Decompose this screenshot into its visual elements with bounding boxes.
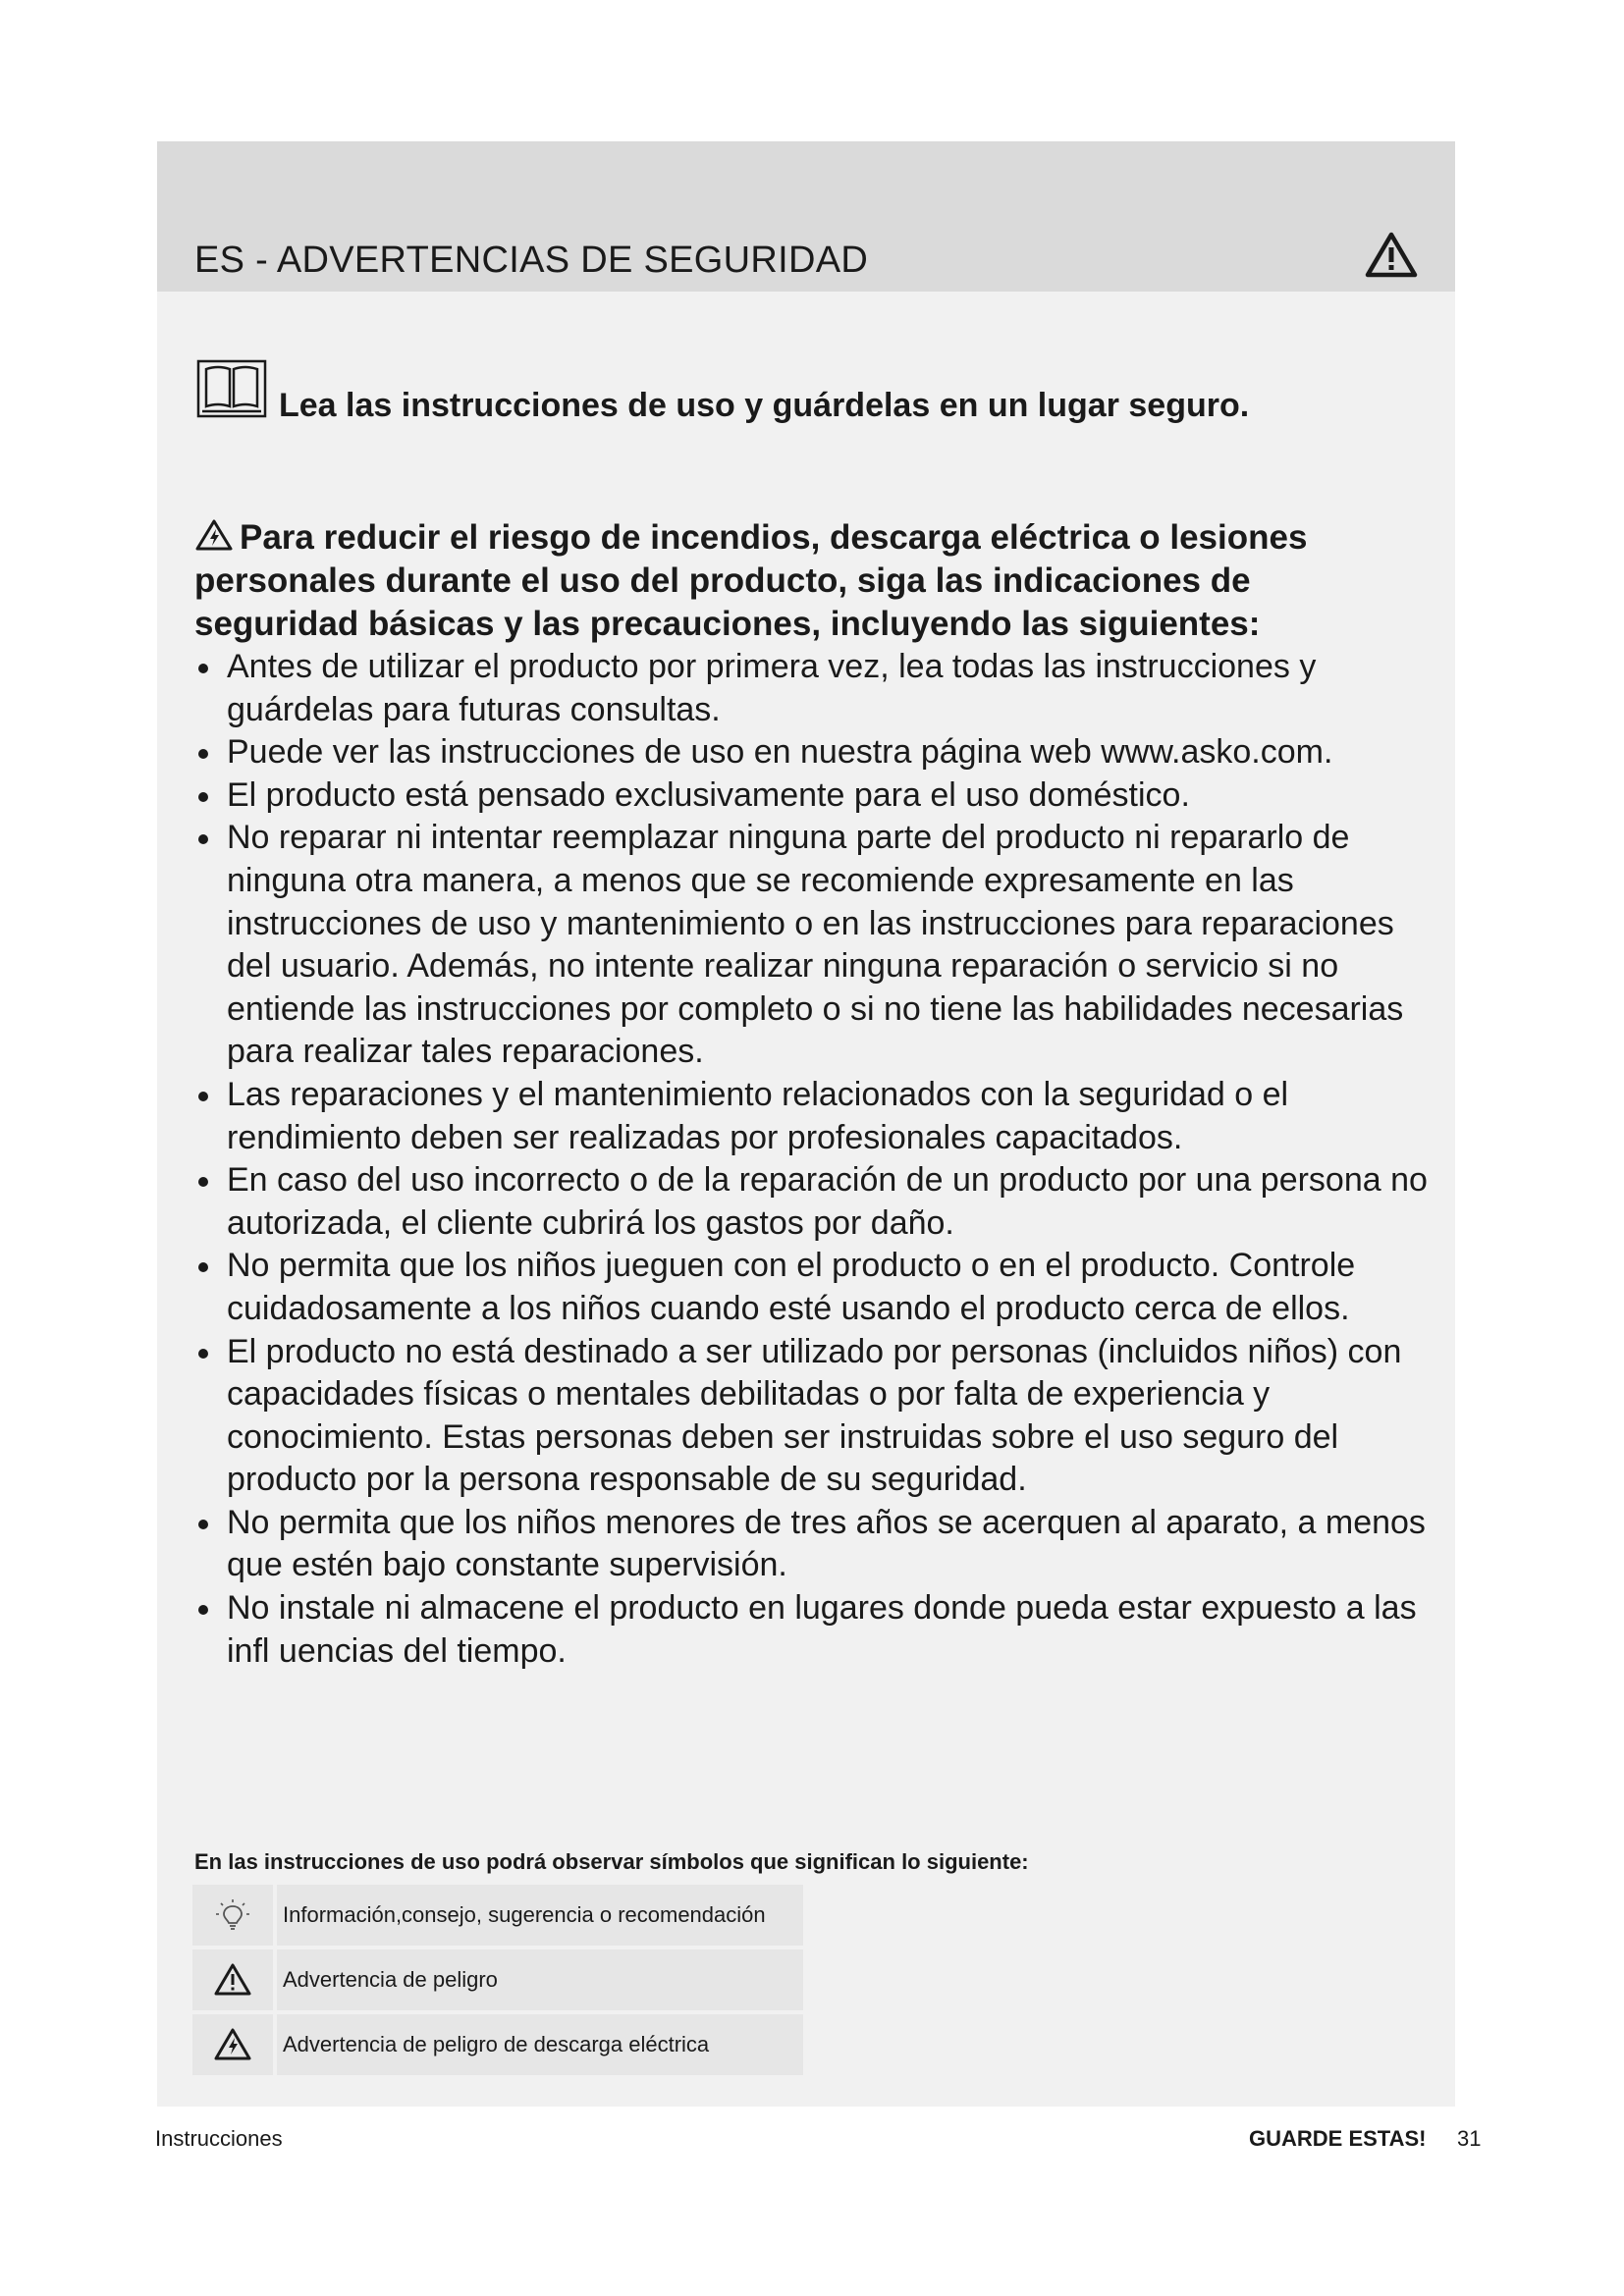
page-number: 31 — [1457, 2126, 1482, 2151]
safety-intro — [194, 516, 1422, 646]
legend-row-label: Advertencia de peligro de descarga eléctrica — [283, 2032, 710, 2056]
legend-row-label: Advertencia de peligro — [283, 1967, 498, 1992]
list-item: No permita que los niños jueguen con el producto o en el producto. Controle cuidadosamente a los niños cuando esté usando el producto cerca de ellos. — [194, 1245, 1441, 1330]
safety-intro-text: Para reducir el riesgo de incendios, descarga eléctrica o lesiones personales durante el uso del producto, siga las indicaciones de seguridad básicas y las precauciones, incluyendo las siguientes: — [194, 518, 1308, 643]
list-item: Puede ver las instrucciones de uso en nuestra página web www.asko.com. — [194, 731, 1441, 774]
list-item: El producto está pensado exclusivamente para el uso doméstico. — [194, 774, 1441, 818]
warning-icon — [194, 518, 234, 552]
warning-icon — [1364, 231, 1419, 280]
read-instructions-text: Lea las instrucciones de uso y guárdelas en un lugar seguro. — [279, 387, 1250, 424]
lightbulb-icon — [213, 1897, 252, 1933]
symbols-legend-table — [192, 1885, 803, 2079]
warning-icon — [213, 1962, 252, 1998]
safety-panel — [157, 141, 1455, 2107]
section-header — [157, 141, 1455, 292]
electric-warning-icon — [213, 2027, 252, 2062]
list-item: Antes de utilizar el producto por primera vez, lea todas las instrucciones y guárdelas para futuras consultas. — [194, 646, 1441, 731]
legend-row — [192, 1885, 803, 1946]
book-icon — [196, 359, 267, 420]
list-item: Las reparaciones y el mantenimiento relacionados con la seguridad o el rendimiento deben ser realizadas por profesionales capacitados. — [194, 1074, 1441, 1159]
list-item: No reparar ni intentar reemplazar ninguna parte del producto ni repararlo de ninguna otra manera, a menos que se recomiende expresamente en las instrucciones de uso y mantenimiento o en las instrucciones para reparaciones del usuario. Además, no intente realizar ninguna reparación o servicio si no entiende las instrucciones por completo o si no tiene las habilidades necesarias para realizar tales reparaciones. — [194, 817, 1441, 1074]
legend-row-label: Información,consejo, sugerencia o recomendación — [283, 1902, 766, 1927]
section-title: ES - ADVERTENCIAS DE SEGURIDAD — [194, 240, 869, 281]
legend-row — [192, 2014, 803, 2075]
symbols-legend-title: En las instrucciones de uso podrá observar símbolos que significan lo siguiente: — [194, 1849, 1029, 1874]
list-item: El producto no está destinado a ser utilizado por personas (incluidos niños) con capacidades físicas o mentales debilitadas o por falta de experiencia y conocimiento. Estas personas deben ser instruidas sobre el uso seguro del producto por la persona responsable de su seguridad. — [194, 1331, 1441, 1502]
footer-save-notice: GUARDE ESTAS! — [1249, 2126, 1427, 2151]
safety-bullet-list — [194, 646, 1441, 1673]
footer-section-label: Instrucciones — [155, 2126, 283, 2151]
list-item: En caso del uso incorrecto o de la reparación de un producto por una persona no autorizada, el cliente cubrirá los gastos por daño. — [194, 1159, 1441, 1245]
list-item: No instale ni almacene el producto en lugares donde pueda estar expuesto a las infl uencias del tiempo. — [194, 1587, 1441, 1673]
list-item: No permita que los niños menores de tres años se acerquen al aparato, a menos que estén bajo constante supervisión. — [194, 1502, 1441, 1587]
legend-row — [192, 1949, 803, 2010]
